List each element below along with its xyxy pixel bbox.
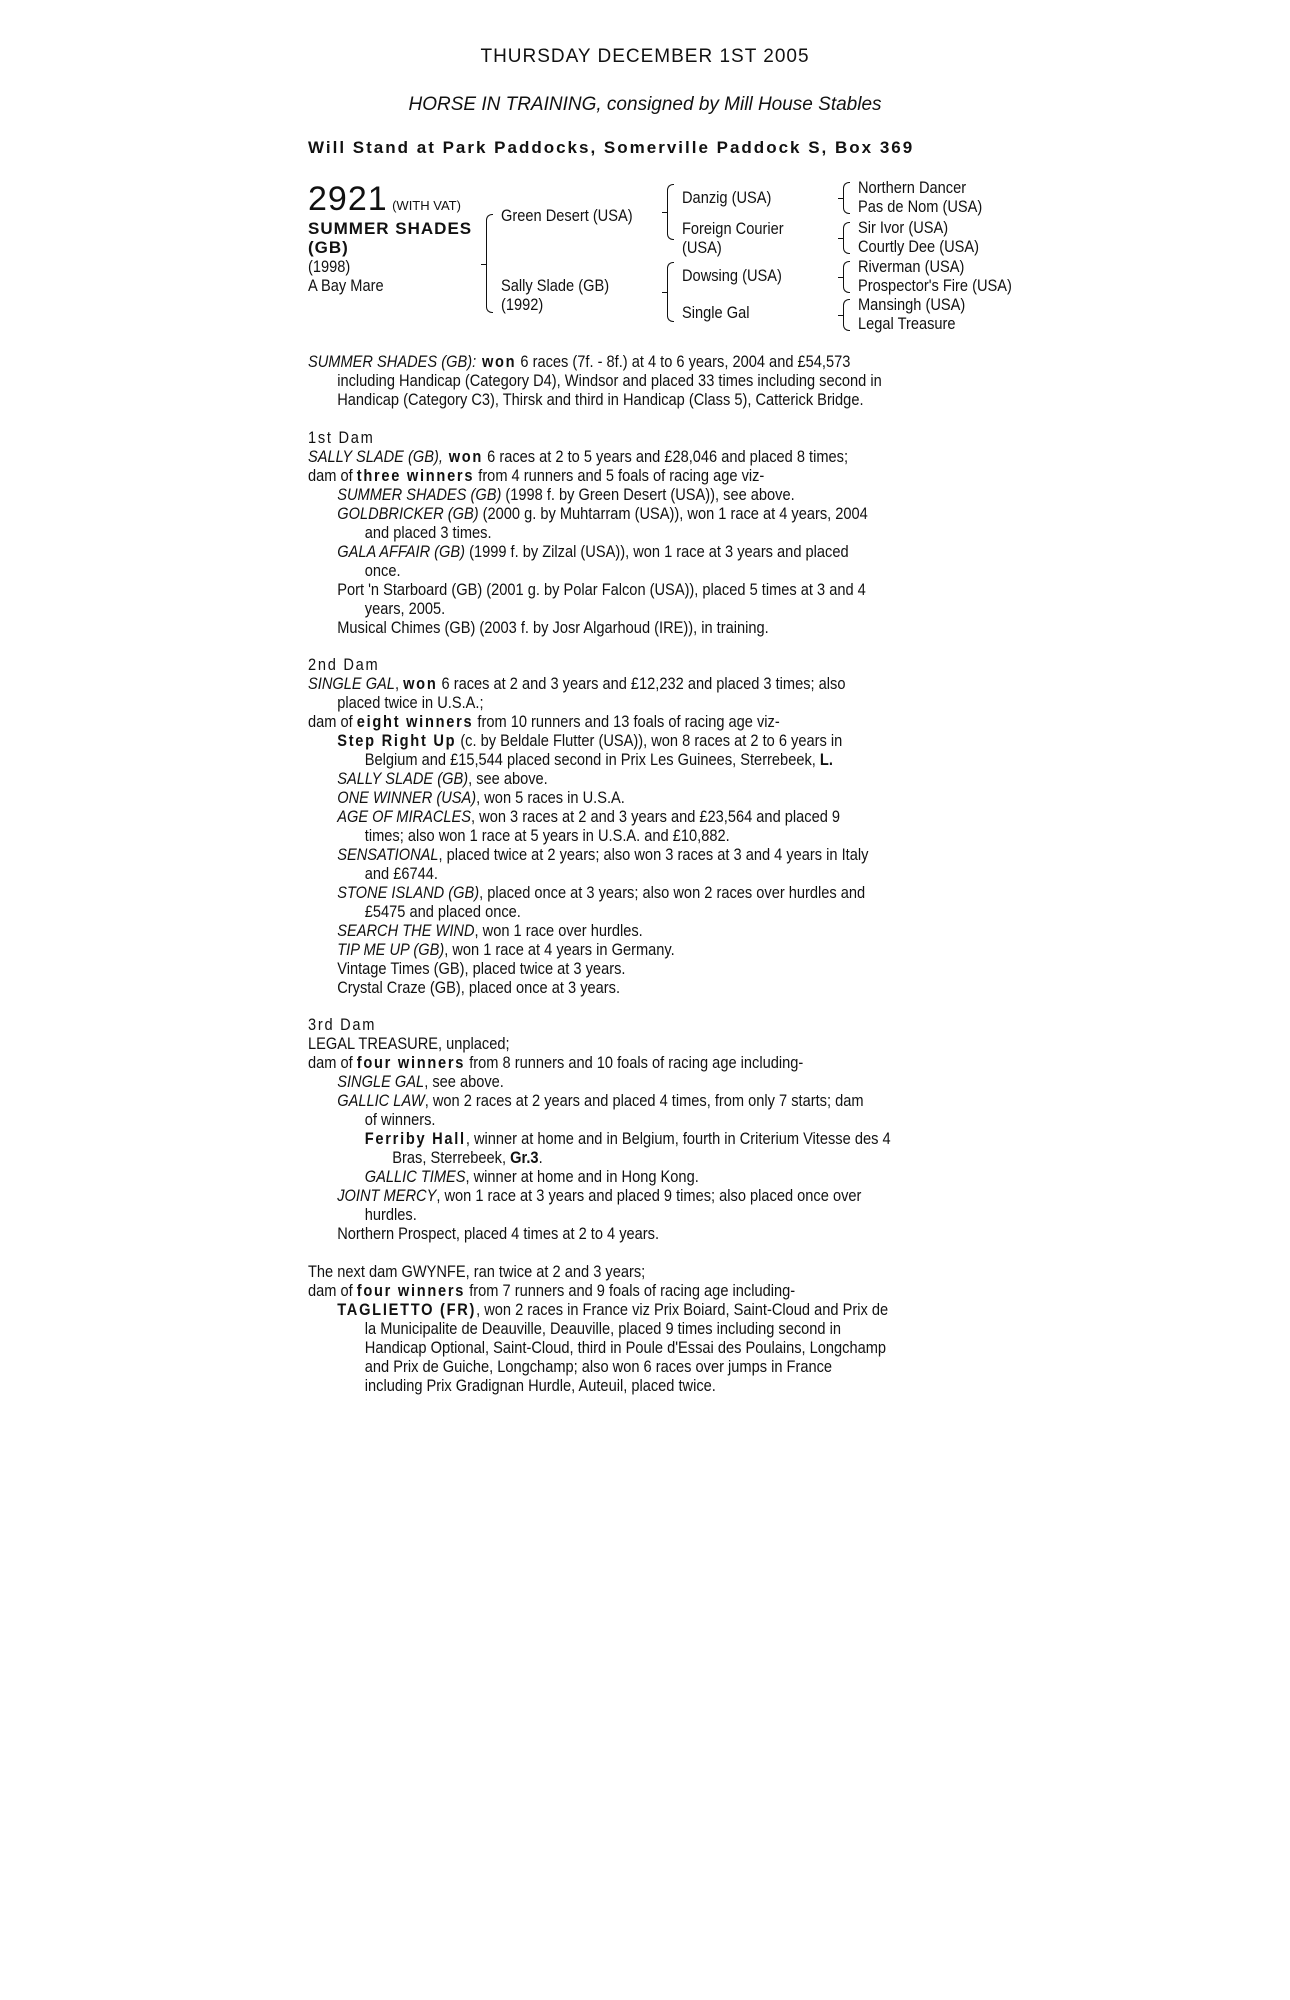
pedigree-g7: Mansingh (USA) (858, 295, 966, 314)
pedigree-dam-dam: Single Gal (682, 303, 750, 322)
pedigree-sire-dam-country: (USA) (682, 238, 722, 257)
pedigree-dam-sire: Dowsing (USA) (682, 266, 782, 285)
pedigree-g2: Pas de Nom (USA) (858, 197, 983, 216)
horse-country: (GB) (308, 238, 349, 257)
next-dam-section: The next dam GWYNFE, ran twice at 2 and 3 years; dam of four winners from 7 runners and 9 foals of racing age including- TAGLIETTO (FR), won 2 races in France viz Prix Boiard, Saint-Cloud and Prix de la Municipalite de Deauville, Deauville, placed 9 times including second in Handicap Optional, Saint-Cloud, third in Poule d'Essai des Poulains, Longchamp and Prix de Guiche, Longchamp; also won 6 races over jumps in France including Prix Gradignan Hurdle, Auteuil, placed twice. (308, 1262, 889, 1395)
pedigree-sire-dam: Foreign Courier (682, 219, 784, 238)
lot-number: 2921 (308, 180, 388, 218)
vat-note: (WITH VAT) (392, 198, 461, 213)
pedigree-brace (486, 214, 493, 313)
first-dam-section: 1st Dam SALLY SLADE (GB), won 6 races at 2 to 5 years and £28,046 and placed 8 times; dam of three winners from 4 runners and 5 foals of racing age viz- SUMMER SHADES (GB) (1998 f. by Green Desert (USA)), see above. GOLDBRICKER (GB) (2000 g. by Muhtarram (USA)), won 1 race at 4 years, 2004 and placed 3 times. GALA AFFAIR (GB) (1999 f. by Zilzal (USA)), won 1 race at 3 years and placed once. Port 'n Starboard (GB) (2001 g. by Polar Falcon (USA)), placed 5 times at 3 and 4 years, 2005. Musical Chimes (GB) (2003 f. by Josr Algarhoud (IRE)), in training. (308, 428, 868, 637)
section-heading: 1st Dam (308, 428, 375, 447)
stand-location: Will Stand at Park Paddocks, Somerville Paddock S, Box 369 (308, 138, 915, 157)
section-heading: 2nd Dam (308, 655, 380, 674)
race-record: SUMMER SHADES (GB): won 6 races (7f. - 8f.) at 4 to 6 years, 2004 and £54,573 including Handicap (Category D4), Windsor and placed 33 times including second in Handicap (Category C3), Thirsk and third in Handicap (Class 5), Catterick Bridge. (308, 352, 882, 409)
second-dam-section: 2nd Dam SINGLE GAL, won 6 races at 2 and 3 years and £12,232 and placed 3 times; also placed twice in U.S.A.; dam of eight winners from 10 runners and 13 foals of racing age viz- Step Right Up (c. by Beldale Flutter (USA)), won 8 races at 2 to 6 years in Belgium and £15,544 placed second in Prix Les Guinees, Sterrebeek, L. SALLY SLADE (GB), see above. ONE WINNER (USA), won 5 races in U.S.A. AGE OF MIRACLES, won 3 races at 2 and 3 years and £23,564 and placed 9 times; also won 1 race at 5 years in U.S.A. and £10,882. SENSATIONAL, placed twice at 2 years; also won 3 races at 3 and 4 years in Italy and £6744. STONE ISLAND (GB), placed once at 3 years; also won 2 races over hurdles and £5475 and placed once. SEARCH THE WIND, won 1 race over hurdles. TIP ME UP (GB), won 1 race at 4 years in Germany. Vintage Times (GB), placed twice at 3 years. Crystal Craze (GB), placed once at 3 years. (308, 655, 869, 997)
sale-date: THURSDAY DECEMBER 1ST 2005 (480, 46, 810, 67)
pedigree-brace (843, 222, 850, 254)
pedigree-brace (667, 184, 674, 240)
third-dam-section: 3rd Dam LEGAL TREASURE, unplaced; dam of four winners from 8 runners and 10 foals of racing age including- SINGLE GAL, see above. GALLIC LAW, won 2 races at 2 years and placed 4 times, from only 7 starts; dam of winners. Ferriby Hall, winner at home and in Belgium, fourth in Criterium Vitesse des 4 Bras, Sterrebeek, Gr.3. GALLIC TIMES, winner at home and in Hong Kong. JOINT MERCY, won 1 race at 3 years and placed 9 times; also placed once over hurdles. Northern Prospect, placed 4 times at 2 to 4 years. (308, 1015, 891, 1243)
pedigree-sire: Green Desert (USA) (501, 206, 633, 225)
pedigree-g5: Riverman (USA) (858, 257, 965, 276)
horse-name: SUMMER SHADES (308, 219, 473, 238)
lot-heading (308, 180, 461, 219)
horse-year: (1998) (308, 257, 351, 276)
pedigree-brace (843, 299, 850, 331)
record-horse-name: SUMMER SHADES (GB): (308, 352, 477, 371)
pedigree-g3: Sir Ivor (USA) (858, 218, 949, 237)
pedigree-dam-year: (1992) (501, 295, 544, 314)
horse-description: A Bay Mare (308, 276, 384, 295)
pedigree-g1: Northern Dancer (858, 178, 967, 197)
pedigree-brace (667, 262, 674, 322)
pedigree-dam: Sally Slade (GB) (501, 276, 610, 295)
pedigree-brace (843, 261, 850, 293)
pedigree-g8: Legal Treasure (858, 314, 956, 333)
pedigree-sire-sire: Danzig (USA) (682, 188, 772, 207)
pedigree-g4: Courtly Dee (USA) (858, 237, 980, 256)
consignment-line: HORSE IN TRAINING, consigned by Mill House Stables (408, 94, 882, 115)
pedigree-brace (843, 182, 850, 214)
pedigree-g6: Prospector's Fire (USA) (858, 276, 1012, 295)
section-heading: 3rd Dam (308, 1015, 377, 1034)
